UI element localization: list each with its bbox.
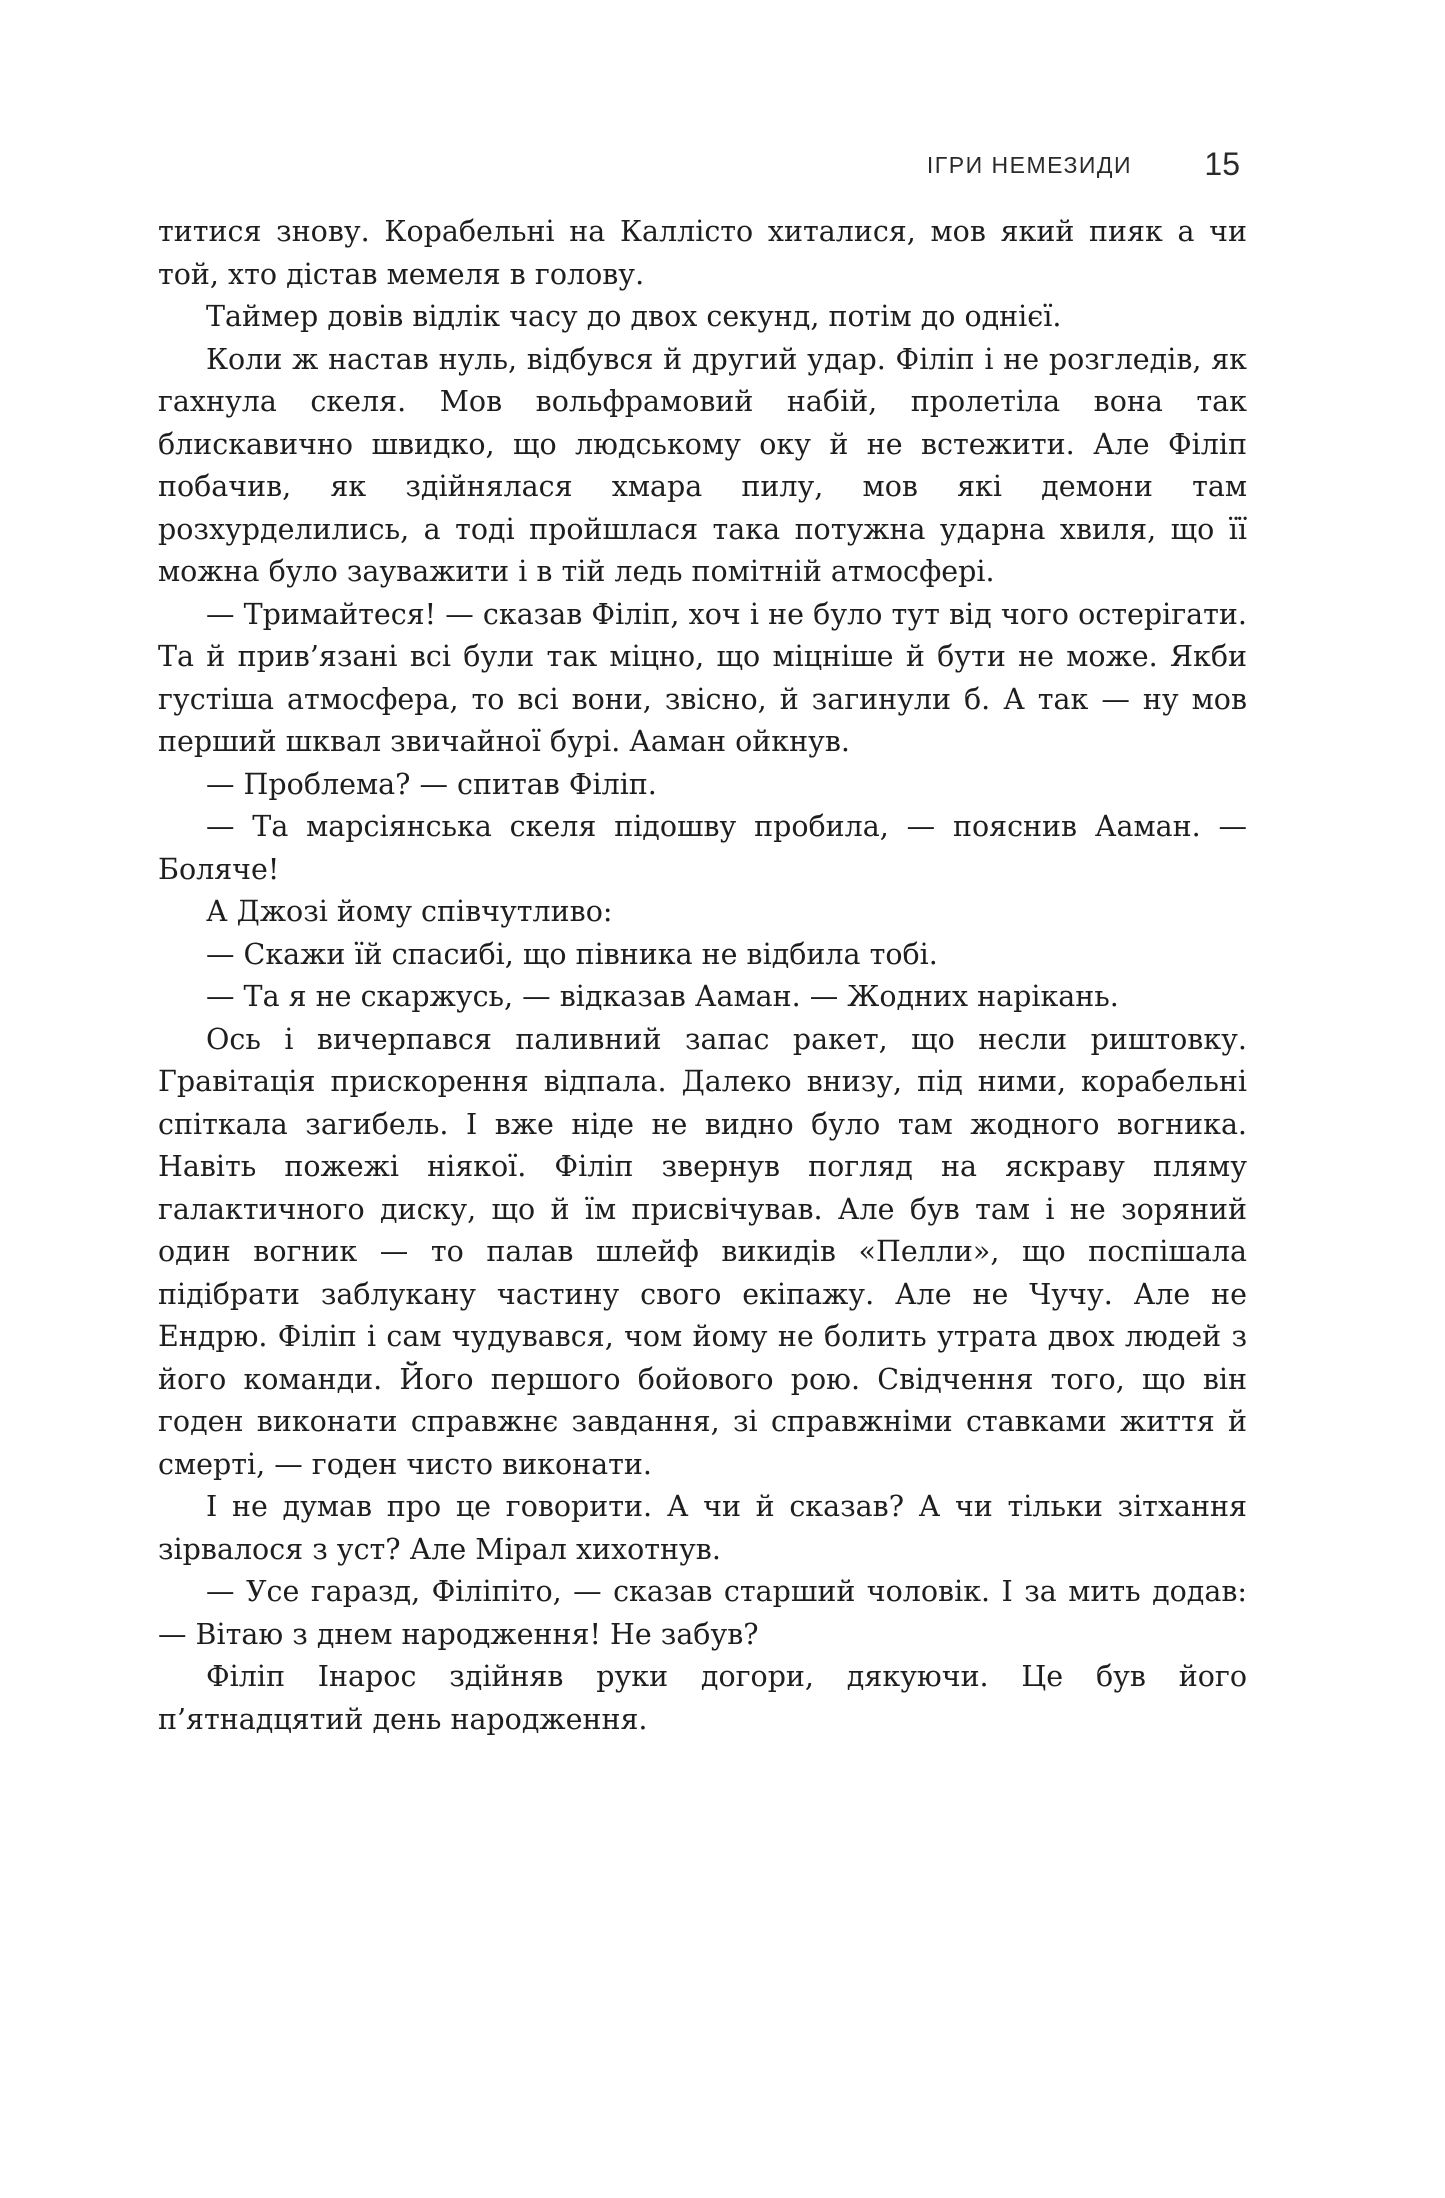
page-number: 15 xyxy=(1204,146,1240,182)
paragraph: Таймер довів відлік часу до двох секунд, потім до однієї. xyxy=(206,300,1062,333)
paragraph: Коли ж настав нуль, відбувся й другий удар. Філіп і не розгледів, як гахнула скеля. Мов вольфрамовий набій, пролетіла вона так блискавично швидко, що людському оку й не встежити. Але Філіп побачив, як здійнялася хмара пилу, мов які демони там розхурделились, а тоді пройшлася така потужна ударна хвиля, що її можна було зауважити і в тій ледь помітній атмосфері. xyxy=(158,342,1247,588)
paragraph: — Та я не скаржусь, — відказав Ааман. — Жодних нарікань. xyxy=(206,980,1119,1013)
paragraph-continued: титися знову. Корабельні на Каллісто хиталися, мов який пияк а чи той, хто дістав мемеля в голову. xyxy=(158,215,1247,291)
paragraph: — Проблема? — спитав Філіп. xyxy=(206,767,657,801)
paragraph: Філіп Інарос здійняв руки догори, дякуючи. Це був його п’ятнадцятий день народження. xyxy=(158,1660,1247,1736)
body-text xyxy=(158,211,1247,1741)
paragraph: Ось і вичерпався паливний запас ракет, що несли риштовку. Гравітація прискорення відпала. Далеко внизу, під ними, корабельні спіткала загибель. І вже ніде не видно було там жодного вогника. Навіть пожежі ніякої. Філіп звернув погляд на яскраву пляму галактичного диску, що й їм присвічував. Але був там і не зоряний один вогник — то палав шлейф викидів «Пелли», що поспішала підібрати заблукану частину свого екіпажу. Але не Чучу. Але не Ендрю. Філіп і сам чудувався, чом йому не болить утрата двох людей з його команди. Його першого бойового рою. Свідчення того, що він годен виконати справжнє завдання, зі справжніми ставками життя й смерті, — годен чисто виконати. xyxy=(158,1022,1247,1481)
paragraph: А Джозі йому співчутливо: xyxy=(206,895,613,928)
paragraph: — Усе гаразд, Філіпіто, — сказав старший чоловік. І за мить додав: — Вітаю з днем народження! Не забув? xyxy=(158,1575,1247,1651)
paragraph: І не думав про це говорити. А чи й сказав? А чи тільки зітхання зірвалося з уст? Але Мірал хихотнув. xyxy=(158,1490,1247,1566)
paragraph: — Скажи їй спасибі, що півника не відбила тобі. xyxy=(206,937,938,971)
paragraph: — Тримайтеся! — сказав Філіп, хоч і не було тут від чого остерігати. Та й прив’язані всі були так міцно, що міцніше й бути не може. Якби густіша атмосфера, то всі вони, звісно, й загинули б. А так — ну мов перший шквал звичайної бурі. Ааман ойкнув. xyxy=(158,597,1247,758)
paragraph: — Та марсіянська скеля підошву пробила, — пояснив Ааман. — Боляче! xyxy=(158,810,1247,886)
running-head xyxy=(858,146,1240,186)
running-title: ІГРИ НЕМЕЗИДИ xyxy=(926,152,1132,178)
